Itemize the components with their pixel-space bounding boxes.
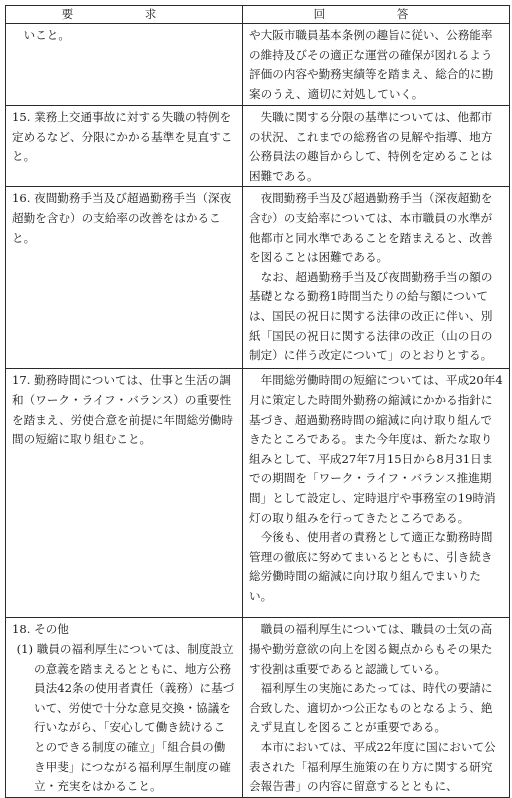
table-row <box>6 369 510 618</box>
answer-cell <box>243 187 510 369</box>
answer-text: 夜間勤務手当及び超過勤務手当（深夜超勤を含む）の支給率については、本市職員の水準が他都市と同水準であることを踏まえると、改善を図ることは困難である。 <box>249 191 493 265</box>
answer-text: 年間総労働時間の短縮については、平成20年4月に策定した時間外勤務の縮減にかかる指針に基づき、超過勤務時間の縮減に向け取り組んできたところである。また今年度は、新たな取り組みとして、平成27年7月15日から8月31日までの期間を「ワーク・ライフ・バランス推進期間」として設定し、定時退庁や事務室の19時消灯の取り組みを行ってきたところである。 <box>249 373 503 525</box>
answer-text: なお、超過勤務手当及び夜間勤務手当の額の基礎となる勤務1時間当たりの給与額については、国民の祝日に関する法律の改正に伴い、別紙「国民の祝日に関する法律の改正（山の日の制定）に伴う改定について」のとおりとする。 <box>249 269 493 363</box>
table-header-row <box>6 6 510 24</box>
table-row <box>6 106 510 187</box>
request-cell <box>6 106 243 187</box>
request-answer-table <box>5 5 510 798</box>
answer-text: 今後も、使用者の責務として適正な勤務時間管理の徹底に努めてまいるとともに、引き続き総労働時間の縮減に向け取り組んでまいりたい。 <box>249 530 493 603</box>
answer-cell <box>243 106 510 187</box>
table-row <box>6 24 510 106</box>
request-cell <box>6 24 243 106</box>
request-cell <box>6 618 243 797</box>
request-text: 17. 勤務時間については、仕事と生活の調和（ワーク・ライフ・バランス）の重要性を踏まえ、労使合意を前提に年間総労働時間の短縮に取り組むこと。 <box>12 373 233 447</box>
header-request: 要 求 <box>6 6 243 24</box>
request-text: 15. 業務上交通事故に対する失職の特例を定めるなど、分限にかかる基準を見直すこと。 <box>12 110 233 164</box>
table-row <box>6 618 510 797</box>
answer-text: 職員の福利厚生については、職員の士気の高揚や勤労意欲の向上を図る観点からもその果たす役割は重要であると認識している。 <box>249 622 493 676</box>
request-cell <box>6 369 243 618</box>
request-cell <box>6 187 243 369</box>
answer-text: 本市においては、平成22年度に国において公表された「福利厚生施策の在り方に関する研究会報告書」の内容に留意するとともに、 <box>249 739 496 794</box>
request-subitem: (1) 職員の福利厚生については、制度設立の意義を踏まえるとともに、地方公務員法42条の使用者責任（義務）に基づいて、労使で十分な意見交換・協議を行いながら、「安心して働き続けることのできる制度の確立」「組合員の働き甲斐」につながる福利厚生制度の確立・充実をはかること。 <box>16 641 235 794</box>
request-text: いこと。 <box>23 28 70 42</box>
header-answer: 回 答 <box>243 6 510 24</box>
request-title: 18. その他 <box>12 622 69 637</box>
answer-cell <box>243 369 510 618</box>
table-row <box>6 187 510 369</box>
answer-cell <box>243 618 510 797</box>
answer-text: 福利厚生の実施にあたっては、時代の要請に合致した、適切かつ公正なものとなるよう、絶えず見直しを図ることが重要である。 <box>249 681 493 735</box>
request-text: 16. 夜間勤務手当及び超過勤務手当（深夜超勤を含む）の支給率の改善をはかること。 <box>12 191 232 245</box>
answer-cell <box>243 24 510 106</box>
answer-text: や大阪市職員基本条例の趣旨に従い、公務能率の維持及びその適正な運営の確保が図れるよう評価の内容や勤務実績等を踏まえ、総合的に勘案のうえ、適切に対処していく。 <box>249 28 494 101</box>
answer-text: 失職に関する分限の基準については、他都市の状況、これまでの総務省の見解や指導、地方公務員法の趣旨からして、特例を定めることは困難である。 <box>249 110 493 183</box>
